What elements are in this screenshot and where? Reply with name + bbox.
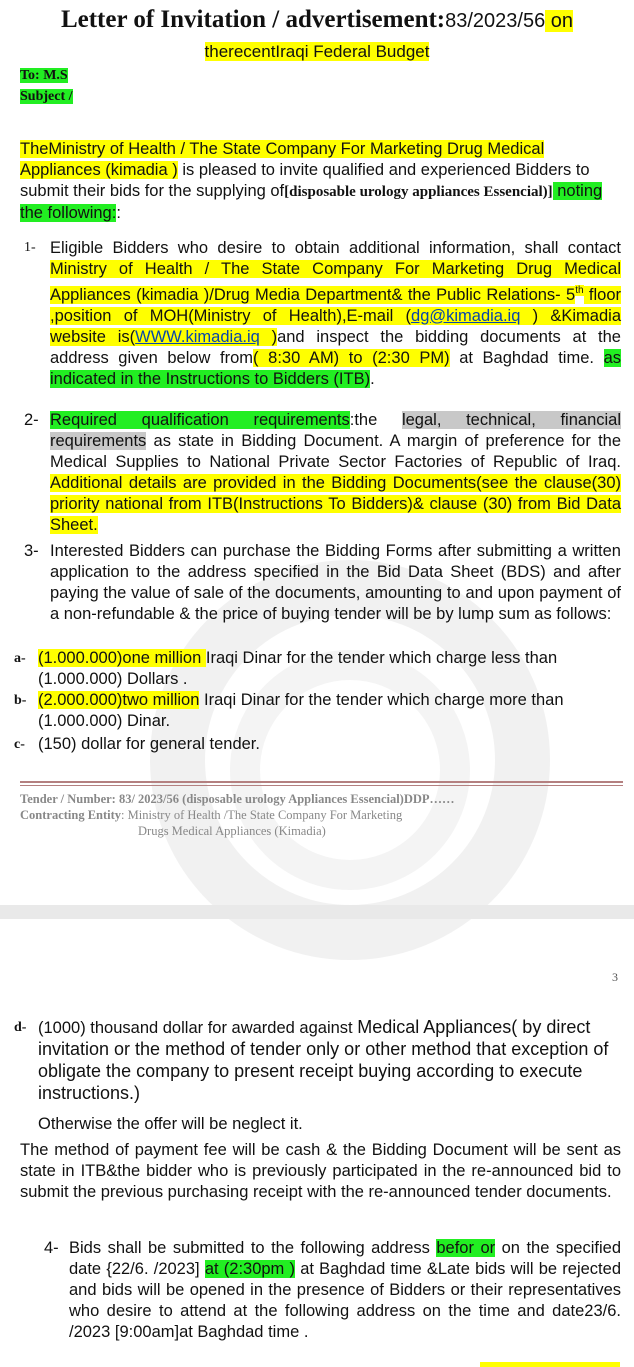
footer-company: Drugs Medical Appliances (Kimadia) <box>138 824 326 838</box>
intro-paragraph: TheMinistry of Health / The State Company For Marketing Drug Medical Appliances (kimadia ) is pleased to invite qualified and experienced Bidders to submit their bids for the supplying of[disposable urology appliances Essencial)] noting the following:: <box>20 140 603 222</box>
tender-item: [disposable urology appliances Essencial)] <box>284 184 553 200</box>
title-on: on <box>545 10 574 32</box>
sub-c-marker: c- <box>14 737 25 752</box>
item-3-text: Interested Bidders can purchase the Bidding Forms after submitting a written application to the address specified in the Bid Data Sheet (BDS) and after paying the value of sale of the documents, amounting to and upon payment of a non-refundable & the price of buying tender will be by lump sum as follows: <box>50 542 621 623</box>
highlight-fragment <box>480 1362 620 1367</box>
footer-tender-number: Tender / Number: 83/ 2023/56 (disposable urology Appliances Essencial)DDP…… <box>20 792 455 806</box>
sub-d-note: Otherwise the offer will be neglect it. <box>38 1115 303 1133</box>
sub-d-marker: d- <box>14 1020 27 1035</box>
item-1-text: Eligible Bidders who desire to obtain additional information, shall contact Ministry of Health / The State Company For Marketing Drug Medical Appliances (kimadia )/Drug Media Department& the Public Relations- 5th floor ,position of MOH(Ministry of Health),E-mail (dg@kimadia.iq ) &Kimadia website is(WWW.kimadia.iq )and inspect the bidding documents at the address given below from( 8:30 AM) to (2:30 PM) at Baghdad time. as indicated in the Instructions to Bidders (ITB). <box>50 239 621 388</box>
page-separator <box>0 905 634 919</box>
footer-divider <box>20 781 623 783</box>
sub-c-text: (150) dollar for general tender. <box>38 735 260 753</box>
item-4-text: Bids shall be submitted to the following address befor or on the specified date {22/6. /2023] at (2:30pm ) at Baghdad time &Late bids will be rejected and bids will be opened in the presence of Bidders or their representatives who desire to attend at the following address on the time and date23/6. /2023 [9:00am]at Baghdad time . <box>69 1239 621 1341</box>
item-3-marker: 3- <box>24 542 39 560</box>
sub-d-text: (1000) thousand dollar for awarded against Medical Appliances( by direct invitation or the method of tender only or other method that exception of obligate the company to present receipt buying according to execute instructions.) <box>38 1017 609 1103</box>
website-link[interactable]: WWW.kimadia.iq <box>135 327 260 346</box>
subject-label: Subject / <box>20 89 73 104</box>
footer-contracting-entity: Contracting Entity: Ministry of Health /The State Company For Marketing <box>20 808 403 822</box>
to-label: To: M.S <box>20 68 68 83</box>
title-number: 83/2023/56 <box>445 10 546 32</box>
title-text: Letter of Invitation / advertisement: <box>60 6 446 33</box>
sub-b-marker: b- <box>14 693 27 708</box>
footer-divider-thin <box>20 785 623 786</box>
item-2-marker: 2- <box>24 411 39 429</box>
sub-b-text: (2.000.000)two million Iraqi Dinar for the tender which charge more than (1.000.000) Dinar. <box>38 691 564 730</box>
item-2-text: Required qualification requirements:the legal, technical, financial requirements as state in Bidding Document. A margin of preference for the Medical Supplies to National Private Sector Factories of Republic of Iraq. Additional details are provided in the Bidding Documents(see the clause(30) priority national from ITB(Instructions To Bidders)& clause (30) from Bid Data Sheet. <box>50 411 621 534</box>
document-subtitle: therecentIraqi Federal Budget <box>204 42 430 61</box>
item-1-marker: 1- <box>24 240 36 255</box>
payment-paragraph: The method of payment fee will be cash & the Bidding Document will be sent as state in ITB&the bidder who is previously participated in the re-announced bid to submit the previous purchasing receipt with the re-announced tender documents. <box>20 1141 621 1201</box>
sub-a-marker: a- <box>14 651 26 666</box>
email-link[interactable]: dg@kimadia.iq <box>411 306 521 325</box>
page-number: 3 <box>612 970 618 984</box>
document-title <box>0 6 634 34</box>
sub-a-text: (1.000.000)one million Iraqi Dinar for the tender which charge less than (1.000.000) Dollars . <box>38 649 558 688</box>
item-4-marker: 4- <box>44 1239 59 1257</box>
